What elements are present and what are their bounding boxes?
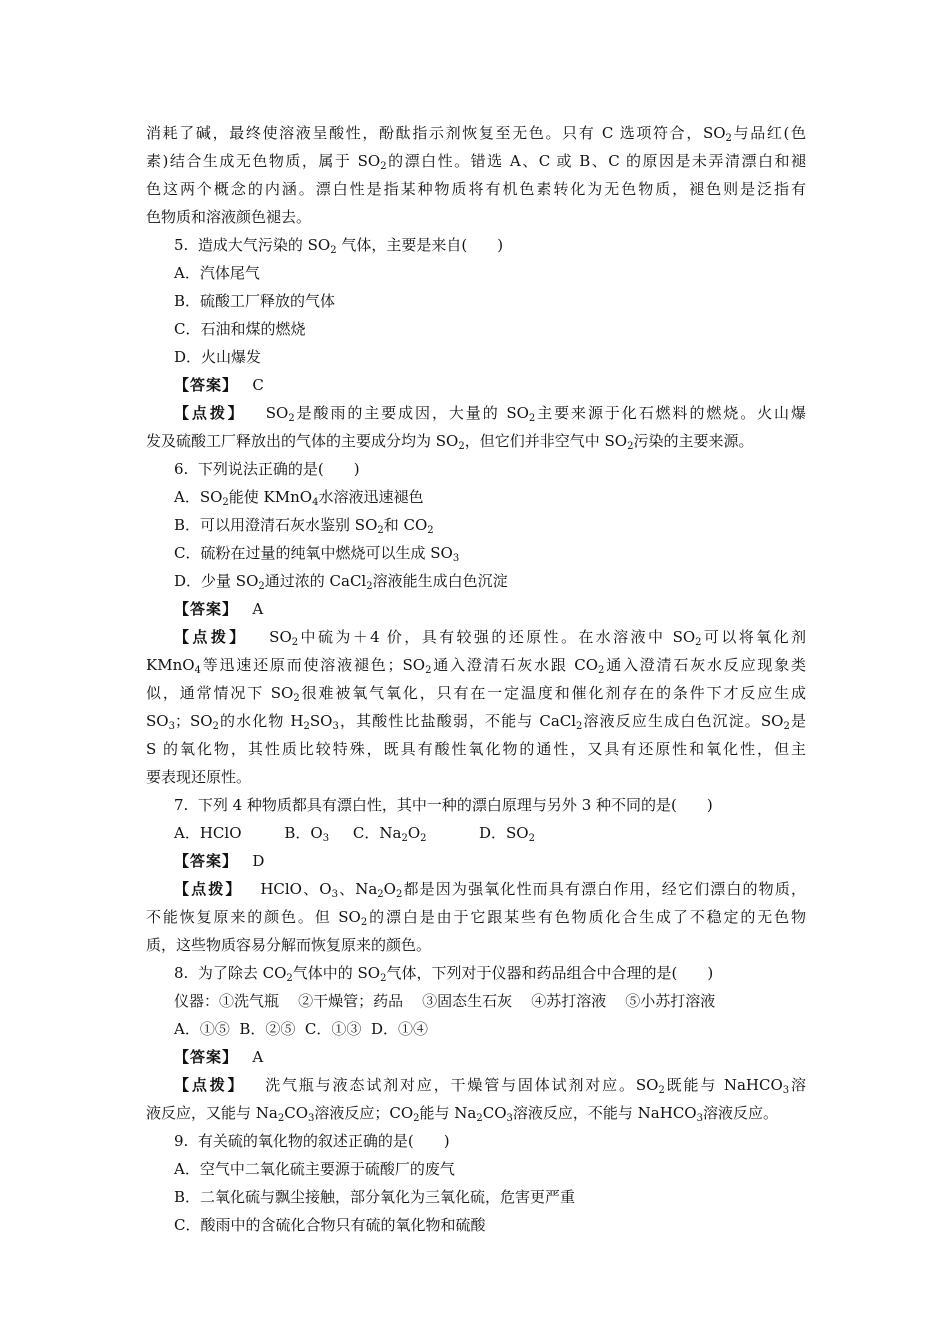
text-line: KMnO$_4$等迅速还原而使溶液褪色；$SO_2$通入澄清石灰水跟 $CO_2$通入澄清石灰水反应现象类 <box>146 656 806 676</box>
text-line: C．酸雨中的含硫化合物只有硫的氧化物和硫酸 <box>174 1216 486 1234</box>
text-line: 色这两个概念的内涵。漂白性是指某种物质将有机色素转化为无色物质，褪色则是泛指有 <box>146 180 806 198</box>
text-line: 仪器：①洗气瓶 ②干燥管；药品 ③固态生石灰 ④苏打溶液 ⑤小苏打溶液 <box>174 992 716 1010</box>
text-line: B．可以用澄清石灰水鉴别 $SO_2$和 $CO_2$ <box>174 516 434 536</box>
text-line: 似，通常情况下 $SO_2$很难被氧气氧化，只有在一定温度和催化剂存在的条件下才反应生成 <box>146 684 806 704</box>
text-line: D．火山爆发 <box>174 348 262 366</box>
text-line: 色物质和溶液颜色褪去。 <box>146 208 312 226</box>
text-line: 8. 为了除去 $CO_2$气体中的 $SO_2$气体，下列对于仪器和药品组合中合理的是( ) <box>174 964 714 984</box>
text-line: S 的氧化物，其性质比较特殊，既具有酸性氧化物的通性，又具有还原性和氧化性，但主 <box>146 740 806 758</box>
text-line: 【答案】 C <box>174 376 264 394</box>
text-line: 液反应，又能与 $Na_2CO_3$溶液反应；$CO_2$能与 $Na_2CO_3$溶液反应，不能与 NaHCO$_3$溶液反应。 <box>146 1104 778 1124</box>
text-line: 9. 有关硫的氧化物的叙述正确的是( ) <box>174 1132 450 1150</box>
text-line: 【点拨】 $SO_2$中硫为＋4 价，具有较强的还原性。在水溶液中 $SO_2$可以将氧化剂 <box>174 628 806 648</box>
text-line: 【答案】 A <box>174 1048 264 1066</box>
text-line: 质，这些物质容易分解而恢复原来的颜色。 <box>146 936 432 954</box>
text-line: A．①⑤ B．②⑤ C．①③ D．①④ <box>174 1020 428 1038</box>
text-line: 消耗了碱，最终使溶液呈酸性，酚酞指示剂恢复至无色。只有 C 选项符合，$SO_2$与品红(色 <box>146 124 806 144</box>
text-line: B．二氧化硫与飘尘接触，部分氧化为三氧化硫，危害更严重 <box>174 1188 576 1206</box>
document-page <box>146 119 806 1239</box>
text-line: A．汽体尾气 <box>174 264 260 282</box>
text-line: 素)结合生成无色物质，属于 $SO_2$的漂白性。错选 A、C 或 B、C 的原因是未弄清漂白和褪 <box>146 152 806 172</box>
text-line: A．HClO B．$O_3$ C．$Na_2O_2$ D．$SO_2$ <box>174 824 535 844</box>
text-line: A．空气中二氧化硫主要源于硫酸厂的废气 <box>174 1160 455 1178</box>
text-line: C．硫粉在过量的纯氧中燃烧可以生成 $SO_3$ <box>174 544 460 564</box>
text-line: C．石油和煤的燃烧 <box>174 320 306 338</box>
text-line: 【答案】 D <box>174 852 265 870</box>
text-line: 【点拨】 洗气瓶与液态试剂对应，干燥管与固体试剂对应。$SO_2$既能与 NaHCO$_3$溶 <box>174 1076 806 1096</box>
text-line: 7. 下列 4 种物质都具有漂白性，其中一种的漂白原理与另外 3 种不同的是( ) <box>174 796 713 814</box>
text-line: 5. 造成大气污染的 $SO_2$ 气体，主要是来自( ) <box>174 236 504 256</box>
text-line: 【答案】 A <box>174 600 264 618</box>
text-line: D．少量 $SO_2$通过浓的 CaCl$_2$溶液能生成白色沉淀 <box>174 572 508 592</box>
text-line: A．$SO_2$能使 KMnO$_4$水溶液迅速褪色 <box>174 488 424 508</box>
text-line: 【点拨】 HClO、$O_3$、$Na_2O_2$都是因为强氧化性而具有漂白作用，经它们漂白的物质， <box>174 880 806 900</box>
text-line: 【点拨】 $SO_2$是酸雨的主要成因，大量的 $SO_2$主要来源于化石燃料的燃烧。火山爆 <box>174 404 806 424</box>
text-line: 不能恢复原来的颜色。但 $SO_2$的漂白是由于它跟某些有色物质化合生成了不稳定的无色物 <box>146 908 806 928</box>
text-line: B．硫酸工厂释放的气体 <box>174 292 336 310</box>
text-line: 要表现还原性。 <box>146 768 252 786</box>
text-line: 发及硫酸工厂释放出的气体的主要成分均为 $SO_2$，但它们并非空气中 $SO_2$污染的主要来源。 <box>146 432 754 452</box>
text-line: 6. 下列说法正确的是( ) <box>174 460 360 478</box>
text-line: $SO_3$；$SO_2$的水化物 $H_2SO_3$，其酸性比盐酸弱，不能与 CaCl$_2$溶液反应生成白色沉淀。$SO_2$是 <box>146 712 806 732</box>
